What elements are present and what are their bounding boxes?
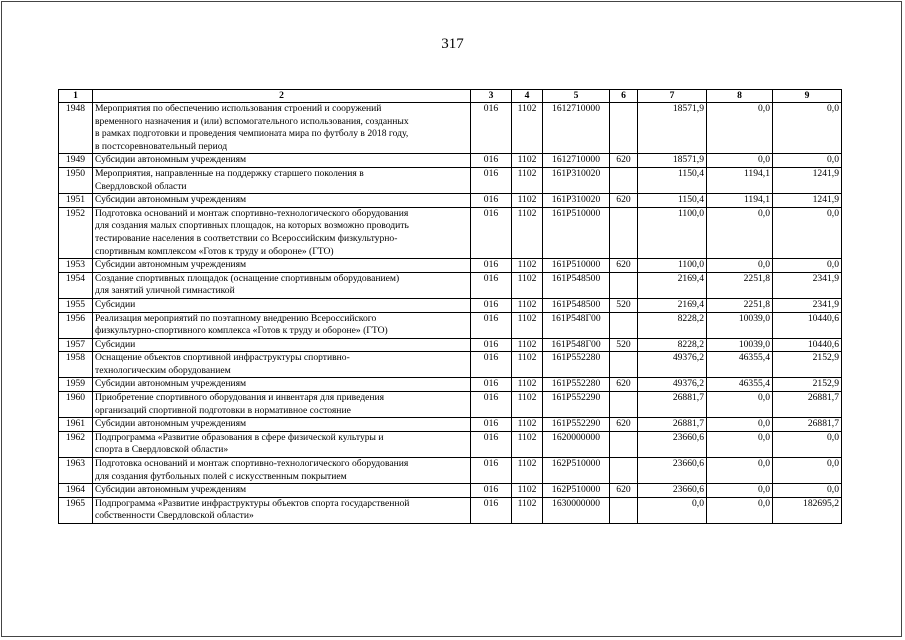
amount-year-2: 46355,4 [707,352,773,378]
amount-year-2: 10039,0 [707,338,773,352]
amount-year-2: 0,0 [707,458,773,484]
target-article-code: 161P552280 [543,352,610,378]
amount-year-3: 0,0 [773,484,842,498]
amount-year-3: 10440,6 [773,338,842,352]
item-name: Подготовка оснований и монтаж спортивно-технологического оборудования для создания футбольных полей с искусственным покрытием [93,458,471,484]
expense-type-code: 620 [610,484,638,498]
amount-year-2: 0,0 [707,497,773,523]
row-number: 1949 [59,154,93,168]
item-name: Субсидии автономным учреждениям [93,259,471,273]
amount-year-3: 0,0 [773,458,842,484]
ministry-code: 016 [471,194,512,208]
item-name: Создание спортивных площадок (оснащение спортивным оборудованием) для занятий уличной гимнастикой [93,272,471,298]
ministry-code: 016 [471,352,512,378]
item-name: Подготовка оснований и монтаж спортивно-технологического оборудования для создания малых спортивных площадок, на которых возможно проводить тестирование населения в соответствии со Всероссийским физкультурно- спортивным комплексом «Готов к труду и обороне» (ГТО) [93,207,471,258]
target-article-code: 1620000000 [543,431,610,457]
row-number: 1951 [59,194,93,208]
table-row [59,167,842,193]
amount-year-3: 2341,9 [773,272,842,298]
amount-year-1: 1150,4 [638,194,707,208]
section-code: 1102 [512,497,543,523]
ministry-code: 016 [471,484,512,498]
amount-year-1: 0,0 [638,497,707,523]
column-header: 4 [512,90,543,103]
target-article-code: 161P548Г00 [543,312,610,338]
ministry-code: 016 [471,103,512,154]
amount-year-1: 2169,4 [638,298,707,312]
table-row [59,497,842,523]
expense-type-code [610,431,638,457]
amount-year-2: 1194,1 [707,194,773,208]
expense-type-code [610,352,638,378]
expense-type-code: 520 [610,338,638,352]
item-name: Субсидии автономным учреждениям [93,418,471,432]
section-code: 1102 [512,298,543,312]
table-row [59,431,842,457]
amount-year-2: 0,0 [707,431,773,457]
ministry-code: 016 [471,298,512,312]
item-name: Подпрограмма «Развитие образования в сфере физической культуры и спорта в Свердловской области» [93,431,471,457]
expense-type-code: 620 [610,378,638,392]
ministry-code: 016 [471,431,512,457]
row-number: 1956 [59,312,93,338]
item-name: Субсидии автономным учреждениям [93,154,471,168]
item-name: Мероприятия, направленные на поддержку старшего поколения в Свердловской области [93,167,471,193]
section-code: 1102 [512,458,543,484]
amount-year-2: 0,0 [707,154,773,168]
row-number: 1955 [59,298,93,312]
amount-year-2: 2251,8 [707,272,773,298]
section-code: 1102 [512,312,543,338]
amount-year-2: 0,0 [707,259,773,273]
amount-year-3: 0,0 [773,103,842,154]
section-code: 1102 [512,207,543,258]
target-article-code: 161P552290 [543,392,610,418]
target-article-code: 161P510000 [543,207,610,258]
expense-type-code: 620 [610,154,638,168]
ministry-code: 016 [471,272,512,298]
amount-year-1: 8228,2 [638,312,707,338]
section-code: 1102 [512,154,543,168]
column-header: 3 [471,90,512,103]
amount-year-3: 1241,9 [773,194,842,208]
expense-type-code [610,458,638,484]
item-name: Субсидии автономным учреждениям [93,378,471,392]
item-name: Реализация мероприятий по поэтапному внедрению Всероссийского физкультурно-спортивного комплекса «Готов к труду и обороне» (ГТО) [93,312,471,338]
table-row [59,154,842,168]
amount-year-3: 10440,6 [773,312,842,338]
ministry-code: 016 [471,392,512,418]
amount-year-1: 23660,6 [638,484,707,498]
target-article-code: 161P548500 [543,298,610,312]
ministry-code: 016 [471,497,512,523]
row-number: 1964 [59,484,93,498]
row-number: 1960 [59,392,93,418]
expense-type-code: 520 [610,298,638,312]
column-header: 6 [610,90,638,103]
column-header: 8 [707,90,773,103]
header-row [59,90,842,103]
target-article-code: 1612710000 [543,154,610,168]
row-number: 1962 [59,431,93,457]
expense-type-code [610,272,638,298]
amount-year-3: 2341,9 [773,298,842,312]
amount-year-2: 0,0 [707,418,773,432]
target-article-code: 161P552290 [543,418,610,432]
ministry-code: 016 [471,154,512,168]
section-code: 1102 [512,484,543,498]
target-article-code: 161P310020 [543,194,610,208]
expense-type-code [610,392,638,418]
amount-year-1: 18571,9 [638,103,707,154]
item-name: Приобретение спортивного оборудования и инвентаря для приведения организаций спортивной подготовки в нормативное состояние [93,392,471,418]
amount-year-1: 18571,9 [638,154,707,168]
amount-year-3: 182695,2 [773,497,842,523]
item-name: Субсидии автономным учреждениям [93,194,471,208]
section-code: 1102 [512,272,543,298]
target-article-code: 162P510000 [543,458,610,484]
section-code: 1102 [512,392,543,418]
row-number: 1953 [59,259,93,273]
target-article-code: 161P548500 [543,272,610,298]
section-code: 1102 [512,194,543,208]
item-name: Оснащение объектов спортивной инфраструктуры спортивно- технологическим оборудованием [93,352,471,378]
row-number: 1957 [59,338,93,352]
section-code: 1102 [512,352,543,378]
ministry-code: 016 [471,259,512,273]
amount-year-2: 0,0 [707,392,773,418]
table-row [59,259,842,273]
row-number: 1950 [59,167,93,193]
amount-year-1: 49376,2 [638,378,707,392]
expense-type-code [610,497,638,523]
amount-year-3: 26881,7 [773,418,842,432]
table-row [59,418,842,432]
amount-year-3: 0,0 [773,154,842,168]
target-article-code: 1630000000 [543,497,610,523]
section-code: 1102 [512,259,543,273]
expense-type-code [610,312,638,338]
section-code: 1102 [512,418,543,432]
amount-year-3: 1241,9 [773,167,842,193]
amount-year-1: 1150,4 [638,167,707,193]
expense-type-code: 620 [610,194,638,208]
amount-year-3: 0,0 [773,207,842,258]
ministry-code: 016 [471,418,512,432]
row-number: 1961 [59,418,93,432]
column-header: 5 [543,90,610,103]
row-number: 1959 [59,378,93,392]
section-code: 1102 [512,167,543,193]
expense-type-code [610,103,638,154]
amount-year-1: 1100,0 [638,259,707,273]
section-code: 1102 [512,431,543,457]
table-row [59,458,842,484]
table-body [59,103,842,524]
amount-year-2: 2251,8 [707,298,773,312]
table-row [59,207,842,258]
column-header: 1 [59,90,93,103]
column-header: 7 [638,90,707,103]
item-name: Подпрограмма «Развитие инфраструктуры объектов спорта государственной собственности Свердловской области» [93,497,471,523]
item-name: Мероприятия по обеспечению использования строений и сооружений временного назначения и (или) вспомогательного использования, созданных в рамках подготовки и проведения чемпионата мира по футболу в 2018 году, в постсоревновательный период [93,103,471,154]
amount-year-1: 1100,0 [638,207,707,258]
table-row [59,298,842,312]
amount-year-3: 2152,9 [773,352,842,378]
target-article-code: 161P552280 [543,378,610,392]
amount-year-3: 26881,7 [773,392,842,418]
table-row [59,484,842,498]
section-code: 1102 [512,103,543,154]
item-name: Субсидии [93,338,471,352]
amount-year-1: 49376,2 [638,352,707,378]
ministry-code: 016 [471,167,512,193]
row-number: 1965 [59,497,93,523]
amount-year-1: 2169,4 [638,272,707,298]
ministry-code: 016 [471,378,512,392]
amount-year-3: 2152,9 [773,378,842,392]
target-article-code: 161P510000 [543,259,610,273]
table-row [59,392,842,418]
row-number: 1958 [59,352,93,378]
budget-table [58,89,842,524]
ministry-code: 016 [471,312,512,338]
amount-year-1: 8228,2 [638,338,707,352]
page-number: 317 [441,36,464,52]
expense-type-code [610,167,638,193]
table-row [59,103,842,154]
row-number: 1948 [59,103,93,154]
column-header: 9 [773,90,842,103]
column-header: 2 [93,90,471,103]
amount-year-2: 1194,1 [707,167,773,193]
amount-year-2: 0,0 [707,103,773,154]
amount-year-2: 0,0 [707,484,773,498]
amount-year-3: 0,0 [773,259,842,273]
section-code: 1102 [512,338,543,352]
amount-year-1: 26881,7 [638,392,707,418]
table-row [59,272,842,298]
target-article-code: 161P310020 [543,167,610,193]
expense-type-code: 620 [610,259,638,273]
expense-type-code [610,207,638,258]
ministry-code: 016 [471,458,512,484]
amount-year-3: 0,0 [773,431,842,457]
section-code: 1102 [512,378,543,392]
item-name: Субсидии автономным учреждениям [93,484,471,498]
ministry-code: 016 [471,207,512,258]
target-article-code: 161P548Г00 [543,338,610,352]
amount-year-1: 26881,7 [638,418,707,432]
amount-year-2: 46355,4 [707,378,773,392]
table-row [59,312,842,338]
row-number: 1963 [59,458,93,484]
row-number: 1952 [59,207,93,258]
expense-type-code: 620 [610,418,638,432]
target-article-code: 1612710000 [543,103,610,154]
table-row [59,378,842,392]
amount-year-2: 10039,0 [707,312,773,338]
amount-year-1: 23660,6 [638,458,707,484]
item-name: Субсидии [93,298,471,312]
amount-year-1: 23660,6 [638,431,707,457]
table-row [59,338,842,352]
ministry-code: 016 [471,338,512,352]
table-row [59,352,842,378]
target-article-code: 162P510000 [543,484,610,498]
table-row [59,194,842,208]
row-number: 1954 [59,272,93,298]
amount-year-2: 0,0 [707,207,773,258]
